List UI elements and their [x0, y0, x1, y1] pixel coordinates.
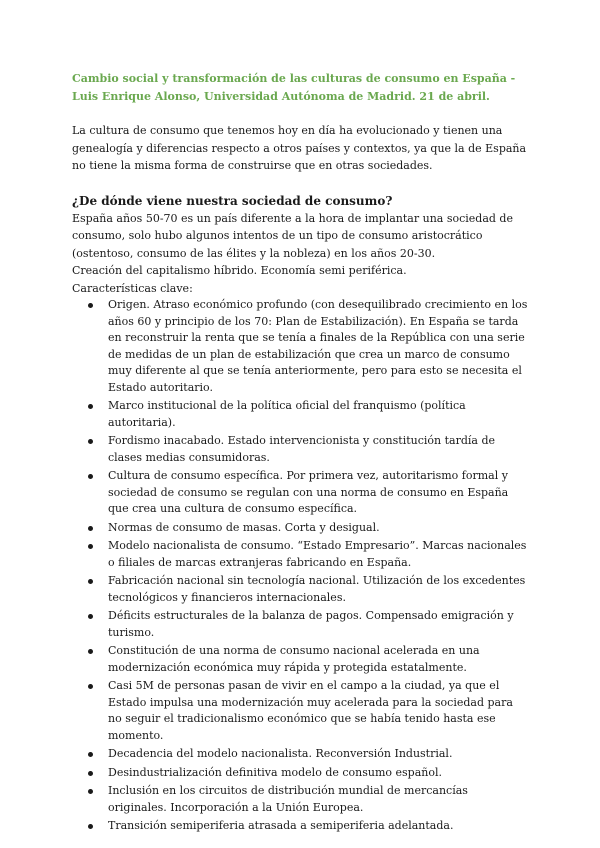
bullet-icon	[88, 824, 93, 829]
list-item	[72, 783, 528, 816]
list-item-text: Marco institucional de la política oficial del franquismo (política autoritaria).	[108, 399, 466, 429]
bullet-icon	[88, 303, 93, 308]
bullet-icon	[88, 771, 93, 776]
bullet-icon	[88, 404, 93, 409]
list-item-text: Desindustrialización definitiva modelo de consumo español.	[108, 765, 442, 779]
list-item	[72, 746, 528, 763]
document-content	[72, 70, 528, 837]
section-heading: ¿De dónde viene nuestra sociedad de consumo?	[72, 193, 393, 208]
list-item	[72, 608, 528, 641]
list-item-text: Modelo nacionalista de consumo. “Estado Empresario”. Marcas nacionales o filiales de marcas extranjeras fabricando en España.	[108, 539, 527, 569]
list-item-text: Déficits estructurales de la balanza de pagos. Compensado emigración y turismo.	[108, 609, 514, 639]
list-item-text: Normas de consumo de masas. Corta y desigual.	[108, 520, 380, 534]
bullet-icon	[88, 752, 93, 757]
list-item	[72, 765, 528, 782]
list-item	[72, 297, 528, 396]
document-title: Cambio social y transformación de las culturas de consumo en España - Luis Enrique Alonso, Universidad Autónoma de Madrid. 21 de abril.	[72, 72, 516, 103]
section-paragraph: Creación del capitalismo híbrido. Economía semi periférica.	[72, 264, 407, 277]
list-item	[72, 468, 528, 518]
bullet-icon	[88, 544, 93, 549]
bullet-icon	[88, 474, 93, 479]
bullet-icon	[88, 684, 93, 689]
section-paragraph: España años 50-70 es un país diferente a la hora de implantar una sociedad de consumo, solo hubo algunos intentos de un tipo de consumo aristocrático (ostentoso, consumo de las élites y la nobleza) en los años 20-30.	[72, 211, 513, 260]
bullet-icon	[88, 526, 93, 531]
list-item	[72, 398, 528, 431]
list-item-text: Transición semiperiferia atrasada a semiperiferia adelantada.	[108, 819, 454, 832]
list-item	[72, 643, 528, 676]
list-item-text: Origen. Atraso económico profundo (con desequilibrado crecimiento en los años 60 y principio de los 70: Plan de Estabilización). En España se tarda en reconstruir la renta que se tenía a finales de la República con una serie de medidas de un plan de estabilización que crea un marco de consumo muy diferente al que se tenía anteriormente, pero para esto se necesita el Estado autoritario.	[108, 298, 528, 394]
intro-paragraph: La cultura de consumo que tenemos hoy en día ha evolucionado y tienen una genealogía y diferencias respecto a otros países y contextos, ya que la de España no tiene la misma forma de construirse que en otras sociedades.	[72, 124, 527, 172]
list-item	[72, 433, 528, 466]
list-item-text: Constitución de una norma de consumo nacional acelerada en una modernización económica muy rápida y protegida estatalmente.	[108, 644, 480, 674]
bullet-icon	[88, 579, 93, 584]
list-item	[72, 538, 528, 571]
list-item-text: Fordismo inacabado. Estado intervencionista y constitución tardía de clases medias consumidoras.	[108, 434, 495, 464]
list-item	[72, 520, 528, 537]
list-item	[72, 678, 528, 744]
list-item-text: Inclusión en los circuitos de distribución mundial de mercancías originales. Incorporación a la Unión Europea.	[108, 784, 468, 814]
list-item-text: Cultura de consumo específica. Por primera vez, autoritarismo formal y sociedad de consumo se regulan con una norma de consumo en España que crea una cultura de consumo específica.	[108, 469, 509, 515]
bullet-icon	[88, 789, 93, 794]
section-paragraph: Características clave:	[72, 281, 193, 295]
bullet-icon	[88, 439, 93, 444]
list-item-text: Casi 5M de personas pasan de vivir en el campo a la ciudad, ya que el Estado impulsa una modernización muy acelerada para la sociedad para no seguir el tradicionalismo económico que se había tenido hasta ese momento.	[108, 679, 513, 742]
list-item	[72, 573, 528, 606]
list-item	[72, 818, 528, 835]
list-item-text: Fabricación nacional sin tecnología nacional. Utilización de los excedentes tecnológicos y financieros internacionales.	[108, 574, 526, 604]
list-item-text: Decadencia del modelo nacionalista. Reconversión Industrial.	[108, 747, 453, 760]
bullet-icon	[88, 649, 93, 654]
bullet-icon	[88, 614, 93, 619]
key-characteristics-list	[72, 297, 528, 835]
